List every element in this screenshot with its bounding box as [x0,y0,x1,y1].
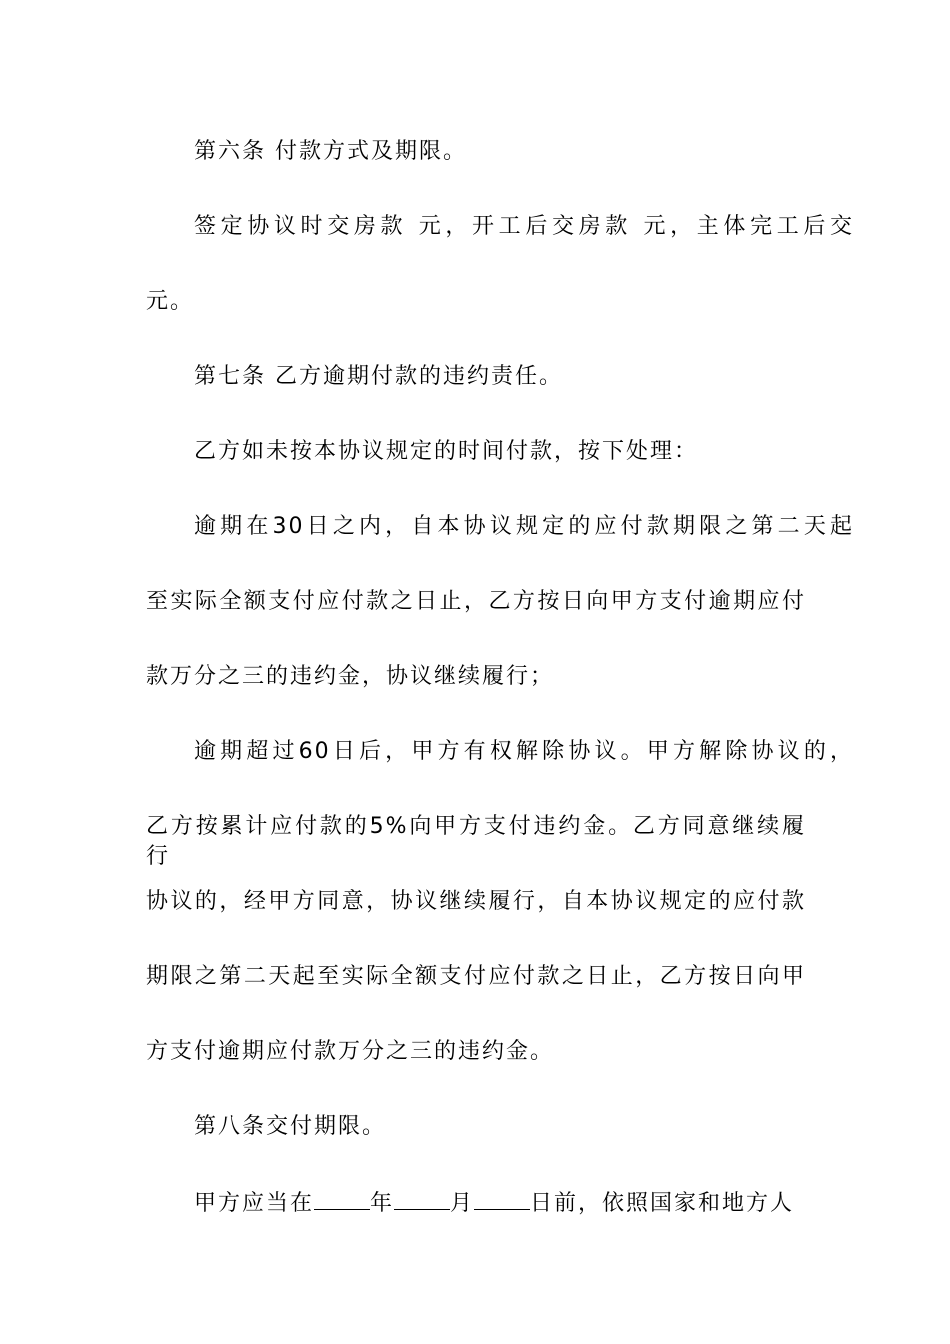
text-segment: 年 [370,1191,395,1216]
paragraph-line: 乙方如未按本协议规定的时间付款，按下处理： [194,439,699,464]
text-segment: 甲方应当在 [194,1191,315,1216]
paragraph-line: 款万分之三的违约金，协议继续履行； [146,664,555,689]
paragraph-line: 期限之第二天起至实际全额支付应付款之日止，乙方按日向甲 [146,964,806,989]
paragraph-line: 协议的，经甲方同意，协议继续履行，自本协议规定的应付款 [146,889,806,914]
article-7-heading: 第七条 乙方逾期付款的违约责任。 [194,364,563,389]
article-6-heading: 第六条 付款方式及期限。 [194,139,467,164]
year-blank [314,1187,370,1210]
day-blank [474,1187,530,1210]
paragraph-line: 逾期超过60日后，甲方有权解除协议。甲方解除协议的， [194,739,854,764]
paragraph-line: 方支付逾期应付款万分之三的违约金。 [146,1039,555,1064]
text-segment: 日前，依照国家和地方人 [530,1191,795,1216]
paragraph-line: 元。 [146,289,195,314]
paragraph-line: 至实际全额支付应付款之日止，乙方按日向甲方支付逾期应付 [146,589,806,614]
text-segment: 月 [450,1191,475,1216]
month-blank [394,1187,450,1210]
paragraph-line: 逾期在30日之内，自本协议规定的应付款期限之第二天起 [194,514,854,539]
article-8-heading: 第八条交付期限。 [194,1114,387,1139]
paragraph-line-with-blanks [0,1187,950,1217]
paragraph-line: 乙方按累计应付款的5%向甲方支付违约金。乙方同意继续履行 [146,814,806,869]
paragraph-line: 签定协议时交房款 元，开工后交房款 元，主体完工后交 [194,214,854,239]
